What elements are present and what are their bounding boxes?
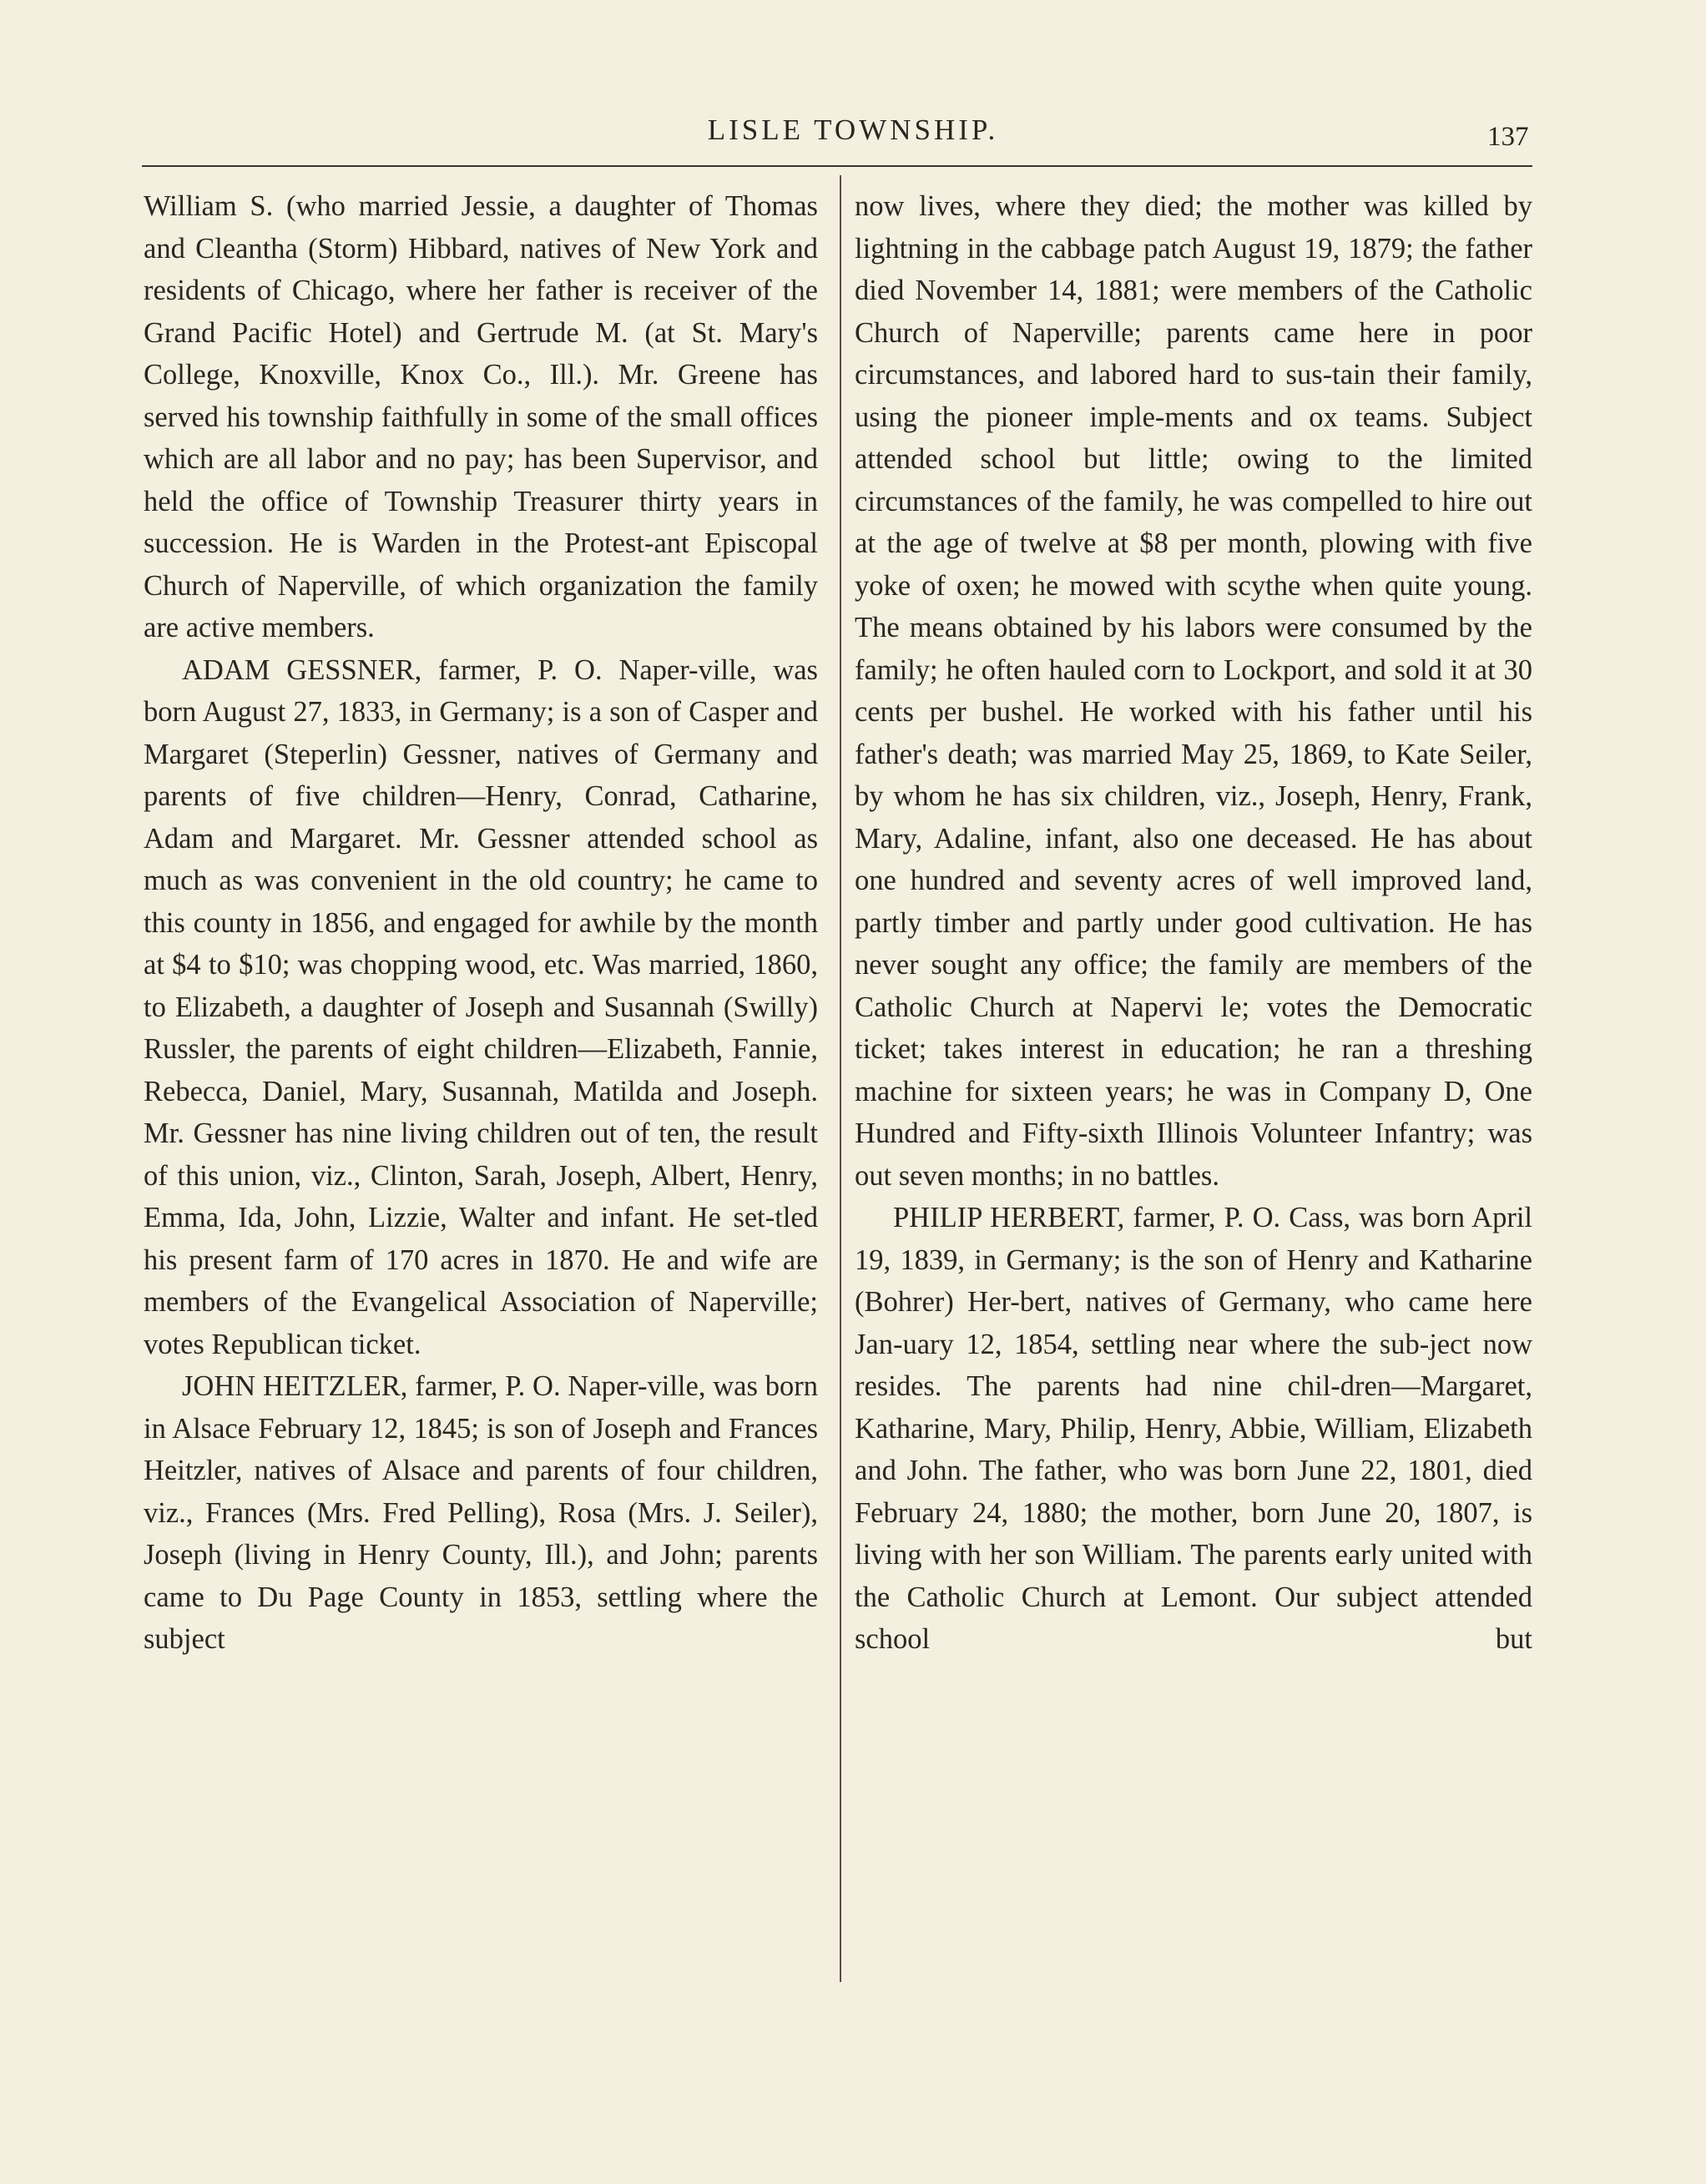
page-number: 137 bbox=[1487, 122, 1529, 152]
paragraph-heitzler-continued: now lives, where they died; the mother was killed by lightning in the cabbage patch August 19, 1879; the father died November 14, 1881; were members of the Catholic Church of Naperville; parents came here in poor circumstances, and labored hard to sus-tain their family, using the pioneer imple-ments and ox teams. Subject attended school but little; owing to the limited circumstances of the family, he was compelled to hire out at the age of twelve at $8 per month, plowing with five yoke of oxen; he mowed with scythe when quite young. The means obtained by his labors were consumed by the family; he often hauled corn to Lockport, and sold it at 30 cents per bushel. He worked with his father until his father's death; was married May 25, 1869, to Kate Seiler, by whom he has six children, viz., Joseph, Henry, Frank, Mary, Adaline, infant, also one deceased. He has about one hundred and seventy acres of well improved land, partly timber and partly under good cultivation. He has never sought any office; the family are members of the Catholic Church at Napervi le; votes the Democratic ticket; takes interest in education; he ran a threshing machine for sixteen years; he was in Company D, One Hundred and Fifty-sixth Illinois Volunteer Infantry; was out seven months; in no battles. bbox=[855, 190, 1532, 1192]
right-column bbox=[855, 185, 1532, 1988]
paragraph-philip-herbert: PHILIP HERBERT, farmer, P. O. Cass, was born April 19, 1839, in Germany; is the son of Henry and Katharine (Bohrer) Her-bert, natives of Germany, who came here Jan-uary 12, 1854, settling near where the sub-ject now resides. The parents had nine chil-dren—Margaret, Katharine, Mary, Philip, Henry, Abbie, William, Elizabeth and John. The father, who was born June 22, 1801, died February 24, 1880; the mother, born June 20, 1807, is living with her son William. The parents early united with the Catholic Church at Lemont. Our subject attended school but bbox=[855, 1202, 1532, 1655]
paragraph-adam-gessner: ADAM GESSNER, farmer, P. O. Naper-ville, was born August 27, 1833, in Germany; is a son of Casper and Margaret (Steperlin) Gessner, natives of Germany and parents of five children—Henry, Conrad, Catharine, Adam and Margaret. Mr. Gessner attended school as much as was convenient in the old country; he came to this county in 1856, and engaged for awhile by the month at $4 to $10; was chopping wood, etc. Was married, 1860, to Elizabeth, a daughter of Joseph and Susannah (Swilly) Russler, the parents of eight children—Elizabeth, Fannie, Rebecca, Daniel, Mary, Susannah, Matilda and Joseph. Mr. Gessner has nine living children out of ten, the result of this union, viz., Clinton, Sarah, Joseph, Albert, Henry, Emma, Ida, John, Lizzie, Walter and infant. He set-tled his present farm of 170 acres in 1870. He and wife are members of the Evangelical Association of Naperville; votes Republican ticket. bbox=[144, 653, 818, 1360]
paragraph-greene-continued: William S. (who married Jessie, a daughter of Thomas and Cleantha (Storm) Hibbard, natives of New York and residents of Chicago, where her father is receiver of the Grand Pacific Hotel) and Gertrude M. (at St. Mary's College, Knoxville, Knox Co., Ill.). Mr. Greene has served his township faithfully in some of the small offices which are all labor and no pay; has been Supervisor, and held the office of Township Treasurer thirty years in succession. He is Warden in the Protest-ant Episcopal Church of Naperville, of which organization the family are active members. bbox=[144, 190, 818, 643]
paragraph-john-heitzler: JOHN HEITZLER, farmer, P. O. Naper-ville, was born in Alsace February 12, 1845; is son of Joseph and Frances Heitzler, natives of Alsace and parents of four children, viz., Frances (Mrs. Fred Pelling), Rosa (Mrs. J. Seiler), Joseph (living in Henry County, Ill.), and John; parents came to Du Page County in 1853, settling where the subject bbox=[144, 1370, 818, 1655]
column-divider bbox=[840, 175, 841, 1982]
header-rule bbox=[142, 165, 1532, 167]
left-column bbox=[144, 185, 818, 1988]
running-title: LISLE TOWNSHIP. bbox=[707, 113, 999, 146]
